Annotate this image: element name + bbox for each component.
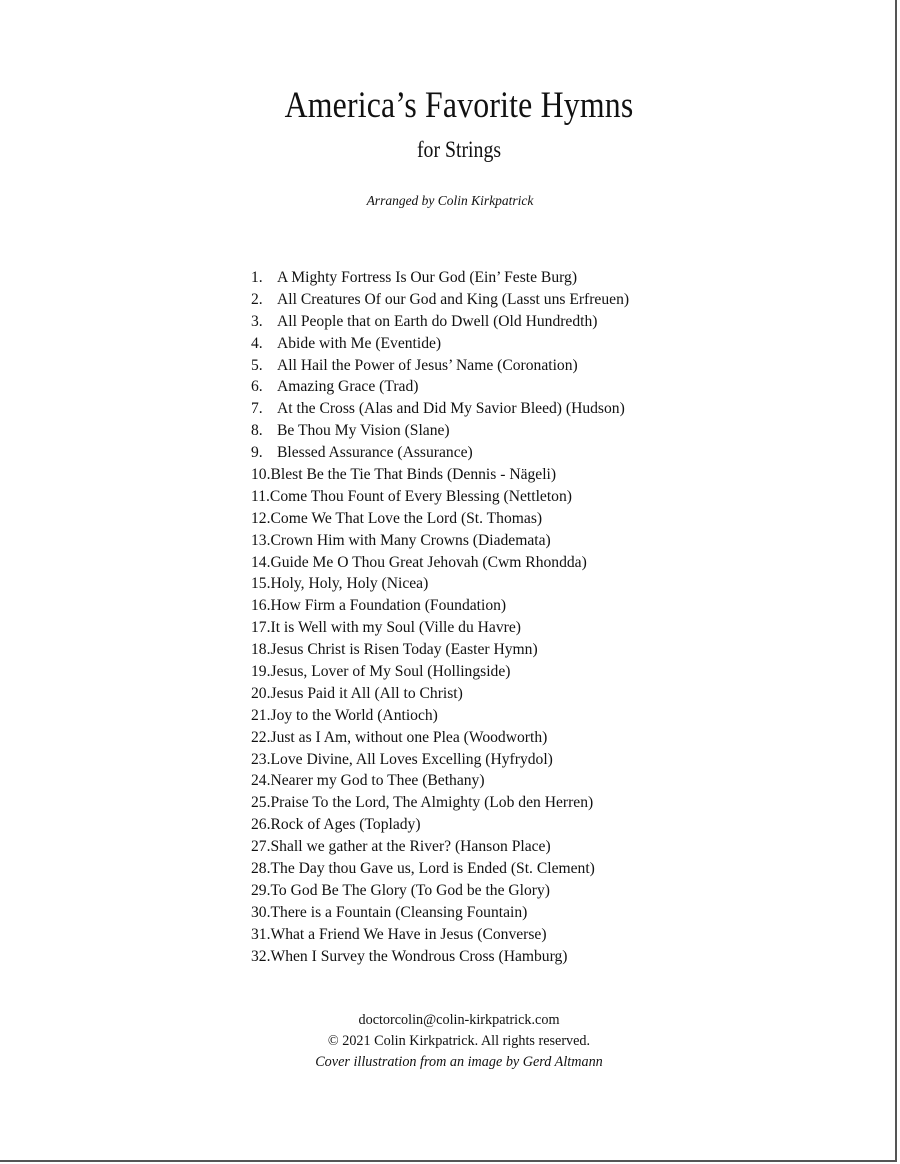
list-item [251, 902, 629, 924]
hymn-number: 14. [251, 553, 271, 571]
list-item [251, 858, 629, 880]
hymn-number: 29. [251, 881, 271, 899]
hymn-title: When I Survey the Wondrous Cross (Hamburg) [270, 947, 568, 965]
hymn-number: 6. [251, 378, 263, 396]
list-item [251, 727, 629, 749]
list-item [251, 420, 629, 442]
hymn-number: 7. [251, 400, 263, 418]
list-item [251, 639, 629, 661]
contact-email: doctorcolin@colin-kirkpatrick.com [358, 1012, 560, 1028]
list-item [251, 508, 629, 530]
hymn-number: 22. [251, 728, 271, 746]
hymn-title: Guide Me O Thou Great Jehovah (Cwm Rhondda) [270, 553, 587, 571]
list-item [251, 333, 629, 355]
hymn-title: Jesus Christ is Risen Today (Easter Hymn) [270, 641, 538, 659]
hymn-title: Rock of Ages (Toplady) [270, 816, 421, 834]
list-item [251, 289, 629, 311]
hymn-number: 16. [251, 597, 271, 615]
hymn-title: How Firm a Foundation (Foundation) [270, 597, 507, 615]
hymn-number: 12. [251, 509, 271, 527]
hymn-title: What a Friend We Have in Jesus (Converse) [270, 925, 547, 943]
copyright-notice: © 2021 Colin Kirkpatrick. All rights reserved. [327, 1033, 591, 1049]
hymn-number: 1. [251, 269, 263, 286]
hymn-title: A Mighty Fortress Is Our God (Ein’ Feste Burg) [277, 269, 578, 286]
hymn-title: There is a Fountain (Cleansing Fountain) [270, 903, 528, 921]
hymn-title: Holy, Holy, Holy (Nicea) [270, 575, 429, 593]
hymn-number: 23. [251, 750, 271, 768]
list-item [251, 924, 629, 946]
list-item [251, 836, 629, 858]
list-item [251, 486, 629, 508]
footer [0, 1010, 900, 1073]
hymn-title: Come We That Love the Lord (St. Thomas) [270, 509, 543, 527]
hymn-title: Abide with Me (Eventide) [277, 334, 442, 352]
hymn-title: Jesus Paid it All (All to Christ) [270, 684, 463, 702]
hymn-title: Crown Him with Many Crowns (Diademata) [270, 531, 551, 549]
arranger-credit: Arranged by Colin Kirkpatrick [366, 193, 534, 208]
hymn-title: Just as I Am, without one Plea (Woodworth) [270, 728, 548, 746]
list-item [251, 792, 629, 814]
hymn-number: 15. [251, 575, 271, 593]
hymn-title: Amazing Grace (Trad) [277, 378, 419, 396]
list-item [251, 573, 629, 595]
hymn-number: 19. [251, 663, 271, 681]
hymn-number: 27. [251, 838, 271, 856]
list-item [251, 683, 629, 705]
list-item [251, 530, 629, 552]
hymn-title: Blest Be the Tie That Binds (Dennis - Nägeli) [270, 466, 557, 484]
hymn-title: All Hail the Power of Jesus’ Name (Coronation) [277, 356, 578, 374]
hymn-title: At the Cross (Alas and Did My Savior Bleed) (Hudson) [277, 400, 625, 418]
hymn-number: 25. [251, 794, 271, 812]
hymn-number: 8. [251, 422, 263, 440]
hymn-number: 30. [251, 903, 271, 921]
list-item [251, 552, 629, 574]
page-subtitle: for Strings [416, 137, 502, 162]
list-item [251, 617, 629, 639]
hymn-title: Jesus, Lover of My Soul (Hollingside) [270, 663, 511, 681]
hymn-list [251, 267, 629, 968]
hymn-number: 17. [251, 619, 271, 637]
list-item [251, 880, 629, 902]
list-item [251, 376, 629, 398]
list-item [251, 267, 629, 289]
hymn-title: Nearer my God to Thee (Bethany) [270, 772, 485, 790]
hymn-title: Praise To the Lord, The Almighty (Lob den Herren) [270, 794, 594, 812]
hymn-title: Love Divine, All Loves Excelling (Hyfrydol) [270, 750, 553, 768]
hymn-number: 5. [251, 356, 263, 374]
hymn-title: Joy to the World (Antioch) [270, 706, 438, 724]
list-item [251, 661, 629, 683]
hymn-number: 11. [251, 487, 270, 505]
hymn-number: 32. [251, 947, 271, 965]
hymn-title: All Creatures Of our God and King (Lasst uns Erfreuen) [277, 290, 630, 308]
hymn-number: 24. [251, 772, 271, 790]
list-item [251, 464, 629, 486]
list-item [251, 442, 629, 464]
list-item [251, 398, 629, 420]
hymn-title: All People that on Earth do Dwell (Old Hundredth) [277, 312, 598, 330]
hymn-title: The Day thou Gave us, Lord is Ended (St. Clement) [270, 860, 595, 878]
hymn-title: Come Thou Fount of Every Blessing (Nettleton) [269, 487, 572, 505]
list-item [251, 749, 629, 771]
hymn-number: 9. [251, 444, 263, 462]
hymn-title: It is Well with my Soul (Ville du Havre) [270, 619, 521, 637]
hymn-title: Shall we gather at the River? (Hanson Place) [270, 838, 551, 856]
hymn-number: 18. [251, 641, 271, 659]
hymn-title: Blessed Assurance (Assurance) [277, 444, 473, 462]
list-item [251, 946, 629, 968]
hymn-number: 13. [251, 531, 271, 549]
list-item [251, 814, 629, 836]
hymn-number: 31. [251, 925, 271, 943]
hymn-number: 20. [251, 684, 271, 702]
list-item [251, 311, 629, 333]
hymn-title: Be Thou My Vision (Slane) [277, 422, 450, 440]
page-title: America’s Favorite Hymns [284, 85, 634, 126]
hymn-number: 26. [251, 816, 271, 834]
hymn-number: 28. [251, 860, 271, 878]
cover-credit: Cover illustration from an image by Gerd Altmann [315, 1054, 603, 1070]
hymn-number: 3. [251, 312, 263, 330]
list-item [251, 770, 629, 792]
list-item [251, 705, 629, 727]
list-item [251, 595, 629, 617]
list-item [251, 355, 629, 377]
hymn-number: 4. [251, 334, 263, 352]
hymn-number: 2. [251, 290, 263, 308]
hymn-number: 10. [251, 466, 271, 484]
hymn-title: To God Be The Glory (To God be the Glory) [270, 881, 550, 899]
hymn-number: 21. [251, 706, 271, 724]
